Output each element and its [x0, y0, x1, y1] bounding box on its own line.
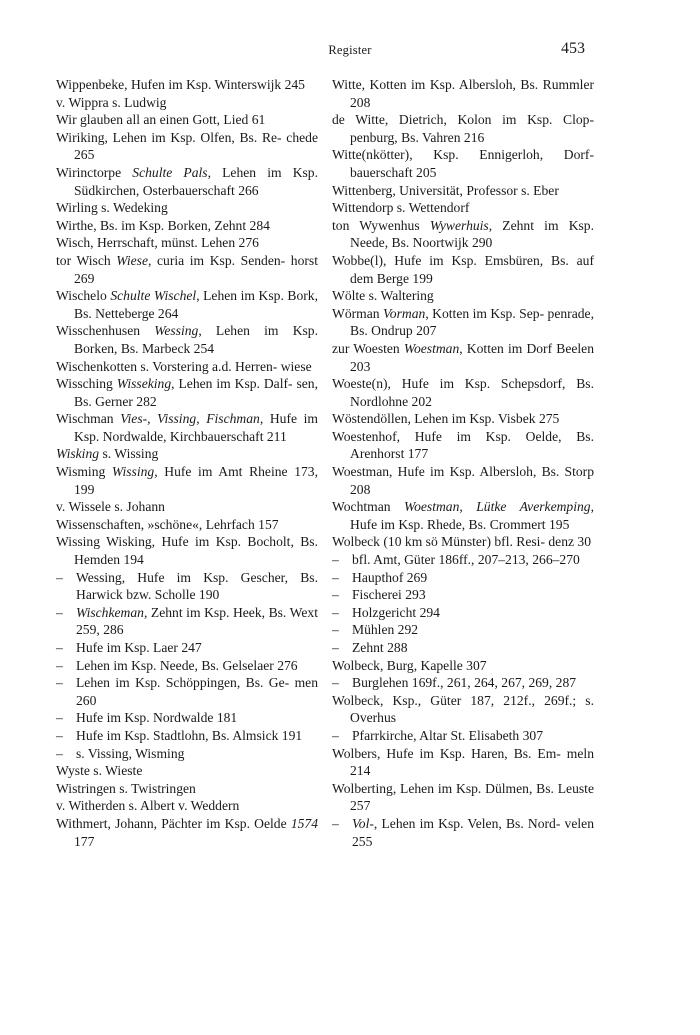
- entry-text: Hufe im Ksp. Nordwalde 181: [76, 710, 238, 726]
- entry-text: Wolbeck (10 km sö Münster) bfl. Resi- denz 30: [332, 534, 592, 550]
- entry-text: Wölte s. Waltering: [332, 288, 434, 304]
- index-entry: [56, 762, 318, 780]
- entry-text: Wolbers, Hufe im Ksp. Haren, Bs. Em- meln 214: [332, 745, 594, 779]
- subentry-dash: –: [56, 569, 63, 585]
- entry-text: bfl. Amt, Güter 186ff., 207–213, 266–270: [352, 552, 580, 568]
- entry-text: Wittendorp s. Wettendorf: [332, 200, 470, 216]
- index-subentry: [56, 569, 318, 604]
- index-subentry: [332, 621, 594, 639]
- entry-text: v. Wippra s. Ludwig: [56, 94, 167, 110]
- index-entry: [56, 111, 318, 129]
- entry-text: de Witte, Dietrich, Kolon im Ksp. Clop- penburg, Bs. Vahren 216: [332, 112, 594, 145]
- page-number: 453: [561, 40, 585, 57]
- entry-text: Wobbe(l), Hufe im Ksp. Emsbüren, Bs. auf dem Berge 199: [332, 252, 594, 286]
- index-entry: [56, 815, 318, 850]
- entry-text: Vol-, Lehen im Ksp. Velen, Bs. Nord- velen 255: [352, 815, 594, 849]
- entry-text: Wir glauben all an einen Gott, Lied 61: [56, 112, 266, 128]
- index-entry: [332, 745, 594, 780]
- index-entry: [332, 111, 594, 146]
- subentry-dash: –: [332, 727, 339, 743]
- entry-text: Wiriking, Lehen im Ksp. Olfen, Bs. Re- chede 265: [56, 129, 318, 163]
- entry-text: Wischkeman, Zehnt im Ksp. Heek, Bs. Wext 259, 286: [76, 604, 318, 638]
- entry-text: Wirling s. Wedeking: [56, 200, 168, 216]
- index-entry: [56, 358, 318, 376]
- index-entry: [56, 322, 318, 357]
- index-entry: [332, 146, 594, 181]
- index-entry: [56, 234, 318, 252]
- subentry-dash: –: [332, 587, 339, 603]
- entry-text: Mühlen 292: [352, 622, 419, 638]
- index-entry: [332, 182, 594, 200]
- entry-text: Wippenbeke, Hufen im Ksp. Winterswijk 245: [56, 77, 305, 92]
- index-entry: [332, 657, 594, 675]
- subentry-dash: –: [332, 604, 339, 620]
- entry-text: tor Wisch Wiese, curia im Ksp. Senden- horst 269: [56, 252, 318, 286]
- index-subentry: [56, 709, 318, 727]
- index-entry: [332, 305, 594, 340]
- index-entry: [332, 340, 594, 375]
- index-subentry: [332, 639, 594, 657]
- index-subentry: [332, 815, 594, 850]
- entry-text: v. Witherden s. Albert v. Weddern: [56, 798, 240, 814]
- index-entry: [332, 428, 594, 463]
- subentry-dash: –: [332, 815, 339, 831]
- entry-text: Burglehen 169f., 261, 264, 267, 269, 287: [352, 675, 577, 691]
- index-entry: [56, 533, 318, 568]
- index-entry: [56, 76, 318, 94]
- subentry-dash: –: [332, 675, 339, 691]
- entry-text: Wöstendöllen, Lehen im Ksp. Visbek 275: [332, 411, 560, 427]
- index-subentry: [56, 604, 318, 639]
- index-entry: [56, 94, 318, 112]
- index-entry: [56, 410, 318, 445]
- index-subentry: [332, 551, 594, 569]
- index-entry: [56, 129, 318, 164]
- entry-text: Wirinctorpe Schulte Pals, Lehen im Ksp. Südkirchen, Osterbauerschaft 266: [56, 164, 318, 198]
- index-entry: [56, 164, 318, 199]
- entry-text: Wischelo Schulte Wischel, Lehen im Ksp. Bork, Bs. Netteberge 264: [56, 288, 318, 321]
- entry-text: Wyste s. Wieste: [56, 763, 143, 779]
- entry-text: Wissenschaften, »schöne«, Lehrfach 157: [56, 516, 279, 532]
- index-entry: [56, 780, 318, 798]
- index-subentry: [56, 727, 318, 745]
- entry-text: zur Woesten Woestman, Kotten im Dorf Beelen 203: [332, 340, 594, 374]
- index-entry: [56, 498, 318, 516]
- entry-text: Zehnt 288: [352, 640, 408, 655]
- entry-text: Witte, Kotten im Ksp. Albersloh, Bs. Rummler 208: [332, 77, 594, 110]
- index-column-right: [332, 76, 594, 850]
- index-subentry: [332, 674, 594, 692]
- entry-text: Wolbeck, Burg, Kapelle 307: [332, 657, 487, 673]
- entry-text: Wissing Wisking, Hufe im Ksp. Bocholt, Bs. Hemden 194: [56, 534, 318, 568]
- index-subentry: [56, 657, 318, 675]
- entry-text: Hufe im Ksp. Laer 247: [76, 640, 202, 655]
- entry-text: Wittenberg, Universität, Professor s. Eber: [332, 182, 559, 198]
- index-subentry: [332, 727, 594, 745]
- subentry-dash: –: [56, 657, 63, 673]
- index-entry: [56, 287, 318, 322]
- entry-text: Fischerei 293: [352, 587, 426, 603]
- subentry-dash: –: [56, 604, 63, 620]
- index-entry: [56, 252, 318, 287]
- entry-text: Pfarrkirche, Altar St. Elisabeth 307: [352, 727, 544, 743]
- running-title: Register: [328, 43, 372, 57]
- entry-text: Wolberting, Lehen im Ksp. Dülmen, Bs. Leuste 257: [332, 780, 594, 814]
- entry-text: Holzgericht 294: [352, 604, 440, 620]
- index-entry: [56, 516, 318, 534]
- entry-text: Wessing, Hufe im Ksp. Gescher, Bs. Harwick bzw. Scholle 190: [76, 569, 318, 603]
- index-entry: [56, 797, 318, 815]
- entry-text: Woeste(n), Hufe im Ksp. Schepsdorf, Bs. Nordlohne 202: [332, 376, 594, 409]
- entry-text: Wistringen s. Twistringen: [56, 780, 196, 796]
- index-entry: [332, 199, 594, 217]
- entry-text: Lehen im Ksp. Neede, Bs. Gelselaer 276: [76, 657, 298, 673]
- index-entry: [332, 287, 594, 305]
- entry-text: Withmert, Johann, Pächter im Ksp. Oelde 1574 177: [56, 815, 318, 849]
- subentry-dash: –: [332, 622, 339, 638]
- index-entry: [56, 445, 318, 463]
- index-subentry: [56, 745, 318, 763]
- index-entry: [56, 463, 318, 498]
- entry-text: v. Wissele s. Johann: [56, 499, 165, 515]
- index-entry: [332, 692, 594, 727]
- subentry-dash: –: [56, 710, 63, 726]
- entry-text: Wisch, Herrschaft, münst. Lehen 276: [56, 235, 259, 251]
- entry-text: Haupthof 269: [352, 569, 428, 585]
- entry-text: s. Vissing, Wisming: [76, 745, 185, 761]
- index-subentry: [56, 639, 318, 657]
- index-entry: [56, 375, 318, 410]
- entry-text: Wörman Vorman, Kotten im Ksp. Sep- penrade, Bs. Ondrup 207: [332, 305, 594, 339]
- index-subentry: [332, 586, 594, 604]
- subentry-dash: –: [56, 675, 63, 691]
- entry-text: Wischman Vies-, Vissing, Fischman, Hufe im Ksp. Nordwalde, Kirchbauerschaft 211: [56, 411, 318, 444]
- entry-text: Wischenkotten s. Vorstering a.d. Herren- wiese: [56, 358, 312, 374]
- index-entry: [332, 463, 594, 498]
- index-subentry: [56, 674, 318, 709]
- subentry-dash: –: [332, 569, 339, 585]
- entry-text: ton Wywenhus Wywerhuis, Zehnt im Ksp. Neede, Bs. Noortwijk 290: [332, 217, 594, 251]
- entry-text: Wirthe, Bs. im Ksp. Borken, Zehnt 284: [56, 217, 270, 233]
- entry-text: Wolbeck, Ksp., Güter 187, 212f., 269f.; s. Overhus: [332, 692, 594, 726]
- index-entry: [332, 375, 594, 410]
- entry-text: Wisschenhusen Wessing, Lehen im Ksp. Borken, Bs. Marbeck 254: [56, 323, 318, 356]
- subentry-dash: –: [56, 745, 63, 761]
- running-header: [0, 40, 700, 60]
- subentry-dash: –: [332, 640, 339, 655]
- index-entry: [56, 199, 318, 217]
- entry-text: Lehen im Ksp. Schöppingen, Bs. Ge- men 260: [76, 675, 318, 708]
- index-subentry: [332, 569, 594, 587]
- index-entry: [332, 252, 594, 287]
- index-entry: [332, 217, 594, 252]
- index-column-left: [56, 76, 318, 850]
- entry-text: Wisming Wissing, Hufe im Amt Rheine 173, 199: [56, 464, 318, 497]
- entry-text: Witte(nkötter), Ksp. Ennigerloh, Dorf- bauerschaft 205: [332, 147, 594, 180]
- index-entry: [332, 76, 594, 111]
- entry-text: Hufe im Ksp. Stadtlohn, Bs. Almsick 191: [76, 727, 303, 743]
- index-entry: [332, 410, 594, 428]
- entry-text: Wisking s. Wissing: [56, 446, 159, 462]
- subentry-dash: –: [56, 727, 63, 743]
- index-entry: [332, 780, 594, 815]
- entry-text: Woestman, Hufe im Ksp. Albersloh, Bs. Storp 208: [332, 464, 594, 497]
- entry-text: Woestenhof, Hufe im Ksp. Oelde, Bs. Arenhorst 177: [332, 428, 594, 462]
- index-entry: [332, 498, 594, 533]
- subentry-dash: –: [56, 640, 63, 655]
- index-subentry: [332, 604, 594, 622]
- entry-text: Wissching Wisseking, Lehen im Ksp. Dalf- sen, Bs. Gerner 282: [56, 376, 318, 409]
- index-entry: [56, 217, 318, 235]
- index-entry: [332, 533, 594, 551]
- subentry-dash: –: [332, 552, 339, 568]
- entry-text: Wochtman Woestman, Lütke Averkemping, Hufe im Ksp. Rhede, Bs. Crommert 195: [332, 499, 594, 532]
